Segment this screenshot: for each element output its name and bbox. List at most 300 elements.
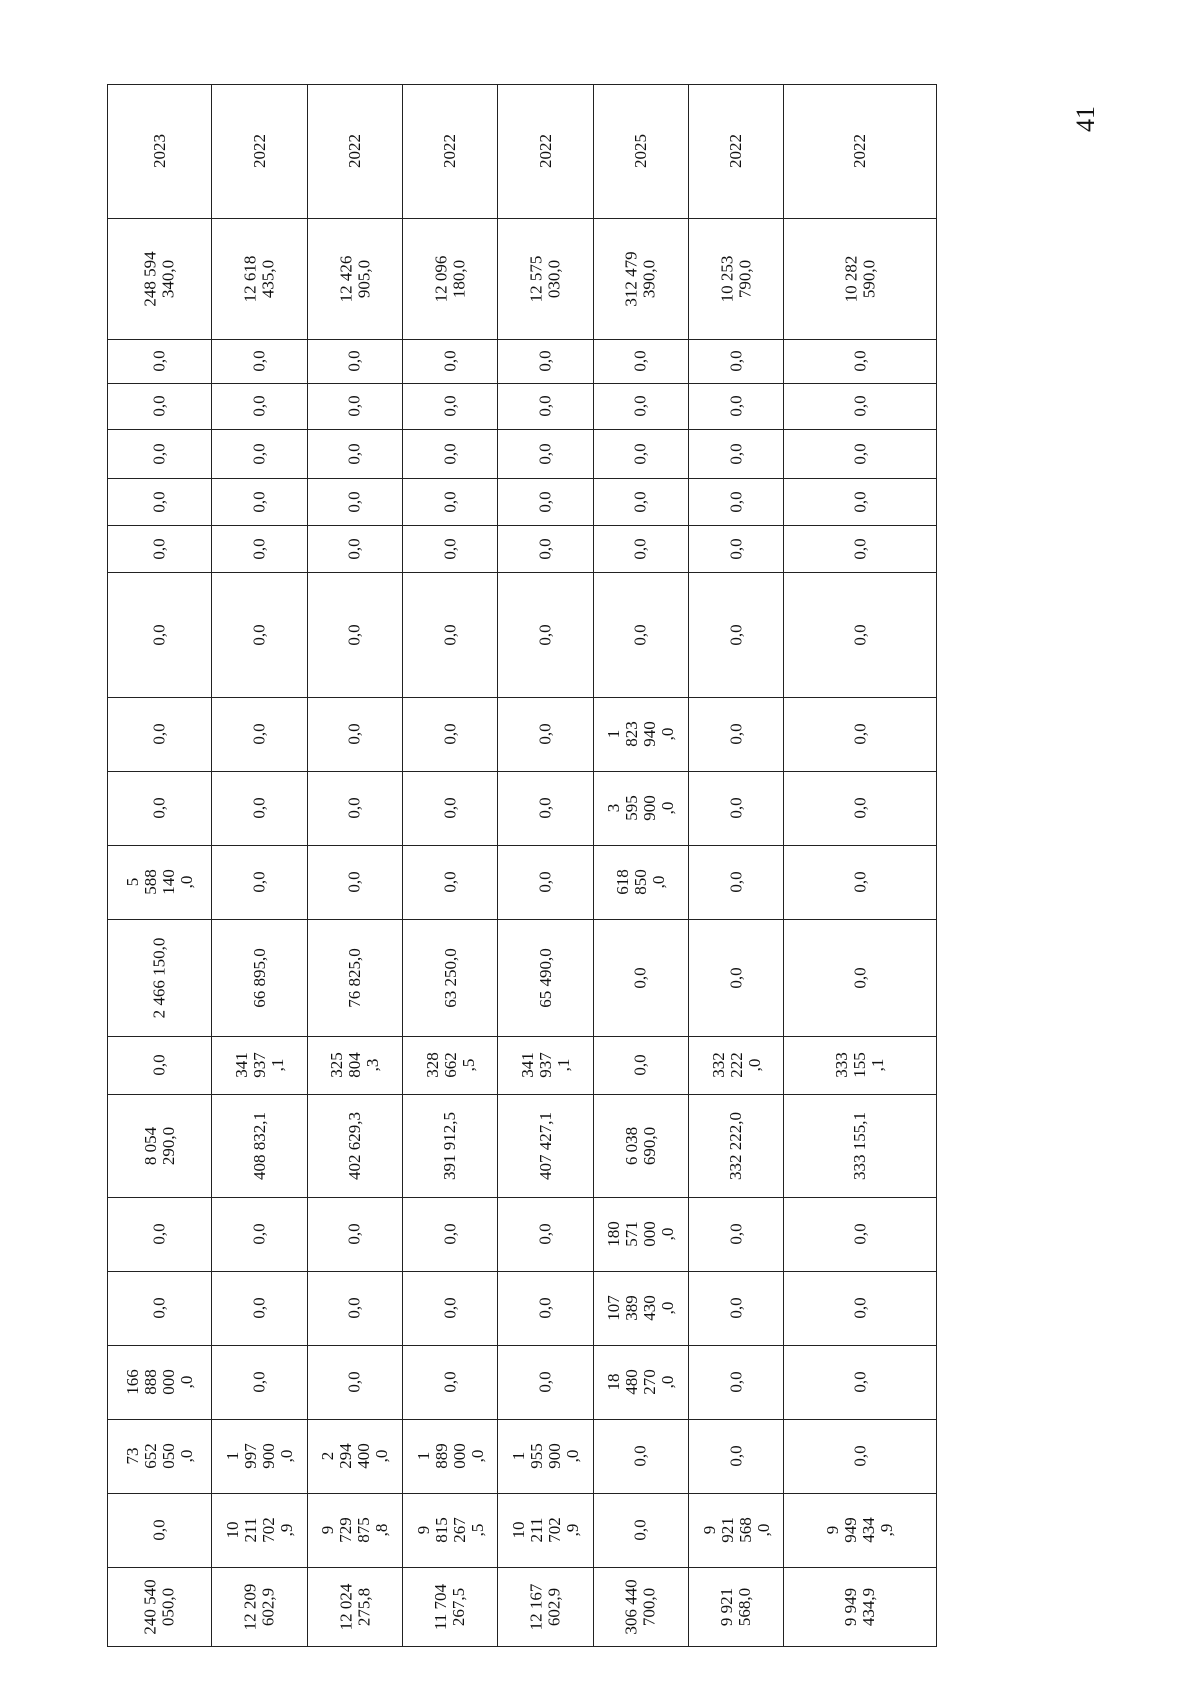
table-cell: [498, 772, 593, 846]
table-cell: [108, 526, 212, 573]
cell-value: 0,0: [726, 723, 746, 745]
table-cell: [403, 1494, 498, 1568]
cell-value: 0,0: [535, 1297, 555, 1319]
table-cell: [593, 1420, 688, 1494]
table-cell: [689, 1568, 784, 1647]
cell-value: 0,0: [535, 537, 555, 560]
table-cell: [108, 1095, 212, 1198]
cell-value: 0,0: [630, 490, 650, 513]
table-cell: [212, 384, 307, 430]
table-cell: [593, 772, 688, 846]
table-cell: [403, 384, 498, 430]
table-cell: [498, 526, 593, 573]
cell-value: 0,0: [535, 442, 555, 465]
cell-value: 0,0: [726, 442, 746, 465]
cell-value: 332 222,0: [726, 1111, 746, 1180]
table-cell: [689, 698, 784, 772]
cell-value: 0,0: [850, 350, 870, 372]
cell-value: 0,0: [726, 1371, 746, 1393]
cell-value: 2022: [535, 134, 555, 168]
cell-value: 312 479 390,0: [621, 250, 659, 307]
table-cell: [593, 846, 688, 920]
cell-value: 0,0: [344, 871, 364, 893]
cell-value: 0,0: [249, 623, 269, 646]
table-row: [108, 1568, 937, 1647]
cell-value: 3 595 900 ,0: [603, 795, 677, 821]
table-row: [108, 430, 937, 479]
cell-value: 0,0: [344, 797, 364, 819]
table-cell: [689, 1095, 784, 1198]
cell-value: 240 540 050,0: [140, 1578, 178, 1635]
cell-value: 10 211 702 ,9: [508, 1517, 582, 1543]
cell-value: 1 997 900 ,0: [222, 1443, 296, 1469]
cell-value: 10 211 702 ,9: [222, 1517, 296, 1543]
cell-value: 0,0: [630, 966, 650, 989]
table-cell: [593, 479, 688, 526]
table-cell: [108, 85, 212, 219]
cell-value: 0,0: [149, 1054, 169, 1076]
cell-value: 0,0: [440, 623, 460, 646]
table-cell: [784, 1420, 937, 1494]
table-cell: [108, 340, 212, 384]
table-cell: [784, 1346, 937, 1420]
table-cell: [307, 698, 402, 772]
table-cell: [784, 384, 937, 430]
table-cell: [403, 573, 498, 698]
table-cell: [593, 920, 688, 1037]
table-cell: [689, 430, 784, 479]
cell-value: 0,0: [726, 395, 746, 417]
cell-value: 0,0: [249, 1297, 269, 1319]
table-row: [108, 1095, 937, 1198]
cell-value: 0,0: [149, 1297, 169, 1319]
table-cell: [108, 384, 212, 430]
table-cell: [689, 920, 784, 1037]
cell-value: 0,0: [535, 723, 555, 745]
cell-value: 328 662 ,5: [422, 1052, 478, 1078]
cell-value: 2022: [440, 134, 460, 168]
table-row: [108, 698, 937, 772]
table-cell: [498, 1198, 593, 1272]
cell-value: 9 729 875 ,8: [317, 1517, 391, 1543]
table-cell: [403, 219, 498, 340]
table-row: [108, 920, 937, 1037]
cell-value: 0,0: [726, 1445, 746, 1467]
cell-value: 0,0: [149, 490, 169, 513]
cell-value: 0,0: [440, 1223, 460, 1245]
table-cell: [498, 920, 593, 1037]
table-cell: [108, 1037, 212, 1095]
cell-value: 0,0: [249, 395, 269, 417]
cell-value: 0,0: [726, 537, 746, 560]
table-cell: [593, 384, 688, 430]
table-cell: [403, 1420, 498, 1494]
table-cell: [307, 1494, 402, 1568]
cell-value: 0,0: [850, 1297, 870, 1319]
table-cell: [212, 85, 307, 219]
cell-value: 0,0: [726, 350, 746, 372]
cell-value: 0,0: [149, 1519, 169, 1541]
cell-value: 2022: [249, 134, 269, 168]
cell-value: 12 096 180,0: [431, 255, 469, 302]
table-row: [108, 85, 937, 219]
table-row: [108, 1272, 937, 1346]
table-cell: [593, 85, 688, 219]
table-cell: [108, 1568, 212, 1647]
cell-value: 0,0: [535, 871, 555, 893]
cell-value: 0,0: [535, 1223, 555, 1245]
cell-value: 0,0: [630, 1519, 650, 1541]
cell-value: 0,0: [440, 723, 460, 745]
table-cell: [593, 698, 688, 772]
cell-value: 6 038 690,0: [621, 1126, 659, 1165]
cell-value: 408 832,1: [249, 1111, 269, 1180]
table-cell: [498, 384, 593, 430]
cell-value: 2 294 400 ,0: [317, 1443, 391, 1469]
cell-value: 12 575 030,0: [526, 255, 564, 302]
table-cell: [498, 1420, 593, 1494]
cell-value: 402 629,3: [344, 1111, 364, 1180]
cell-value: 9 815 267 ,5: [413, 1517, 487, 1543]
cell-value: 248 594 340,0: [140, 250, 178, 307]
table-cell: [403, 1272, 498, 1346]
cell-value: 0,0: [149, 537, 169, 560]
cell-value: 0,0: [535, 1371, 555, 1393]
table-cell: [784, 1568, 937, 1647]
cell-value: 0,0: [344, 1297, 364, 1319]
cell-value: 0,0: [149, 797, 169, 819]
cell-value: 0,0: [249, 1223, 269, 1245]
cell-value: 0,0: [726, 871, 746, 893]
table-cell: [307, 526, 402, 573]
table-cell: [784, 1494, 937, 1568]
cell-value: 0,0: [440, 350, 460, 372]
table-cell: [498, 1272, 593, 1346]
cell-value: 0,0: [249, 350, 269, 372]
table-cell: [212, 430, 307, 479]
table-cell: [689, 573, 784, 698]
cell-value: 0,0: [726, 490, 746, 513]
table-cell: [498, 1494, 593, 1568]
table-cell: [593, 1198, 688, 1272]
table-cell: [212, 479, 307, 526]
table-cell: [784, 1095, 937, 1198]
table-cell: [689, 85, 784, 219]
table-cell: [784, 698, 937, 772]
table-cell: [784, 920, 937, 1037]
table-cell: [108, 772, 212, 846]
table-cell: [403, 1095, 498, 1198]
table-cell: [212, 698, 307, 772]
cell-value: 0,0: [440, 1371, 460, 1393]
table-cell: [403, 772, 498, 846]
cell-value: 66 895,0: [249, 947, 269, 1008]
table-cell: [689, 772, 784, 846]
table-cell: [307, 340, 402, 384]
table-row: [108, 573, 937, 698]
cell-value: 0,0: [850, 797, 870, 819]
cell-value: 0,0: [344, 537, 364, 560]
table-cell: [307, 1198, 402, 1272]
table-cell: [212, 1568, 307, 1647]
cell-value: 73 652 050 ,0: [122, 1443, 196, 1469]
table-cell: [593, 340, 688, 384]
cell-value: 2022: [726, 134, 746, 168]
cell-value: 407 427,1: [535, 1111, 555, 1180]
cell-value: 107 389 430 ,0: [603, 1295, 677, 1321]
cell-value: 0,0: [630, 395, 650, 417]
table-row: [108, 526, 937, 573]
table-cell: [498, 219, 593, 340]
table-cell: [593, 573, 688, 698]
table-cell: [212, 573, 307, 698]
cell-value: 0,0: [149, 395, 169, 417]
cell-value: 618 850 ,0: [612, 869, 668, 895]
cell-value: 12 024 275,8: [335, 1583, 373, 1630]
table-cell: [108, 1198, 212, 1272]
table-cell: [108, 1494, 212, 1568]
cell-value: 63 250,0: [440, 947, 460, 1008]
table-cell: [108, 1346, 212, 1420]
table-cell: [498, 1346, 593, 1420]
cell-value: 0,0: [850, 1223, 870, 1245]
cell-value: 11 704 267,5: [431, 1583, 469, 1630]
cell-value: 0,0: [850, 1445, 870, 1467]
table-cell: [689, 340, 784, 384]
table-cell: [403, 1568, 498, 1647]
table-cell: [108, 479, 212, 526]
table-cell: [307, 430, 402, 479]
table-row: [108, 1420, 937, 1494]
table-cell: [498, 1095, 593, 1198]
cell-value: 0,0: [726, 1297, 746, 1319]
cell-value: 0,0: [344, 490, 364, 513]
table-cell: [689, 846, 784, 920]
cell-value: 333 155,1: [850, 1111, 870, 1180]
table-cell: [593, 1346, 688, 1420]
table-cell: [403, 846, 498, 920]
cell-value: 0,0: [630, 1445, 650, 1467]
cell-value: 0,0: [249, 871, 269, 893]
cell-value: 76 825,0: [344, 947, 364, 1008]
table-cell: [108, 1420, 212, 1494]
table-cell: [689, 479, 784, 526]
table-cell: [498, 479, 593, 526]
cell-value: 341 937 ,1: [517, 1052, 573, 1078]
cell-value: 0,0: [249, 797, 269, 819]
table-cell: [689, 219, 784, 340]
cell-value: 9 949 434 ,9: [823, 1517, 897, 1543]
table-cell: [212, 1198, 307, 1272]
cell-value: 2022: [344, 134, 364, 168]
table-cell: [307, 846, 402, 920]
table-cell: [593, 1037, 688, 1095]
cell-value: 9 921 568 ,0: [699, 1517, 773, 1543]
cell-value: 0,0: [726, 797, 746, 819]
table-cell: [689, 1346, 784, 1420]
cell-value: 0,0: [850, 442, 870, 465]
cell-value: 0,0: [149, 1223, 169, 1245]
cell-value: 0,0: [850, 395, 870, 417]
cell-value: 0,0: [535, 797, 555, 819]
table-row: [108, 479, 937, 526]
table-cell: [212, 920, 307, 1037]
table-cell: [212, 1272, 307, 1346]
table-cell: [689, 384, 784, 430]
table-cell: [307, 920, 402, 1037]
table-cell: [403, 1037, 498, 1095]
cell-value: 0,0: [440, 537, 460, 560]
table-cell: [784, 479, 937, 526]
cell-value: 0,0: [535, 350, 555, 372]
table-cell: [498, 698, 593, 772]
cell-value: 0,0: [850, 623, 870, 646]
cell-value: 10 253 790,0: [717, 255, 755, 302]
cell-value: 0,0: [630, 623, 650, 646]
cell-value: 325 804 ,3: [326, 1052, 382, 1078]
table-row: [108, 340, 937, 384]
cell-value: 166 888 000 ,0: [122, 1369, 196, 1395]
table-cell: [403, 920, 498, 1037]
data-table: [107, 84, 937, 1647]
cell-value: 0,0: [850, 490, 870, 513]
table-cell: [307, 1346, 402, 1420]
table-cell: [108, 573, 212, 698]
table-row: [108, 1346, 937, 1420]
table-cell: [689, 1420, 784, 1494]
table-cell: [498, 340, 593, 384]
table-cell: [212, 1095, 307, 1198]
table-cell: [498, 1037, 593, 1095]
table-cell: [307, 479, 402, 526]
cell-value: 8 054 290,0: [140, 1126, 178, 1165]
cell-value: 9 949 434,9: [841, 1587, 879, 1626]
table-cell: [784, 772, 937, 846]
cell-value: 12 618 435,0: [240, 255, 278, 302]
cell-value: 0,0: [344, 623, 364, 646]
table-cell: [593, 526, 688, 573]
table-cell: [689, 1037, 784, 1095]
cell-value: 12 167 602,9: [526, 1583, 564, 1630]
cell-value: 0,0: [440, 797, 460, 819]
table-cell: [212, 1494, 307, 1568]
cell-value: 2025: [630, 134, 650, 168]
table-cell: [307, 573, 402, 698]
cell-value: 0,0: [249, 723, 269, 745]
table-cell: [498, 846, 593, 920]
cell-value: 0,0: [630, 537, 650, 560]
cell-value: 0,0: [535, 395, 555, 417]
cell-value: 12 209 602,9: [240, 1583, 278, 1630]
table-cell: [212, 1420, 307, 1494]
cell-value: 0,0: [630, 442, 650, 465]
table-cell: [108, 920, 212, 1037]
cell-value: 391 912,5: [440, 1111, 460, 1180]
table-cell: [784, 219, 937, 340]
table-cell: [593, 430, 688, 479]
table-cell: [403, 340, 498, 384]
table-cell: [593, 1272, 688, 1346]
table-row: [108, 1494, 937, 1568]
page-number: [1066, 94, 1106, 144]
cell-value: 0,0: [149, 723, 169, 745]
table-row: [108, 1198, 937, 1272]
cell-value: 0,0: [440, 871, 460, 893]
table-cell: [212, 846, 307, 920]
cell-value: 332 222 ,0: [708, 1052, 764, 1078]
table-cell: [108, 698, 212, 772]
table-cell: [108, 846, 212, 920]
table-cell: [212, 526, 307, 573]
cell-value: 0,0: [535, 490, 555, 513]
cell-value: 0,0: [440, 442, 460, 465]
table-cell: [212, 772, 307, 846]
table-cell: [403, 526, 498, 573]
table-cell: [212, 1037, 307, 1095]
cell-value: 1 955 900 ,0: [508, 1443, 582, 1469]
cell-value: 0,0: [630, 350, 650, 372]
cell-value: 5 588 140 ,0: [122, 869, 196, 895]
cell-value: 0,0: [344, 1371, 364, 1393]
cell-value: 0,0: [726, 623, 746, 646]
table-cell: [784, 526, 937, 573]
table-cell: [689, 1198, 784, 1272]
cell-value: 0,0: [850, 871, 870, 893]
cell-value: 0,0: [850, 723, 870, 745]
cell-value: 9 921 568,0: [717, 1587, 755, 1626]
table-cell: [498, 85, 593, 219]
cell-value: 0,0: [344, 1223, 364, 1245]
page-number-text: 41: [1071, 106, 1100, 132]
cell-value: 0,0: [149, 623, 169, 646]
table-cell: [403, 698, 498, 772]
cell-value: 333 155 ,1: [832, 1052, 888, 1078]
cell-value: 0,0: [630, 1054, 650, 1076]
cell-value: 0,0: [440, 490, 460, 513]
cell-value: 1 889 000 ,0: [413, 1443, 487, 1469]
cell-value: 0,0: [440, 395, 460, 417]
cell-value: 0,0: [344, 442, 364, 465]
cell-value: 0,0: [344, 723, 364, 745]
table-cell: [784, 1037, 937, 1095]
table-cell: [784, 573, 937, 698]
table-row: [108, 772, 937, 846]
table-cell: [784, 1272, 937, 1346]
table-cell: [307, 1095, 402, 1198]
cell-value: 12 426 905,0: [335, 255, 373, 302]
table-cell: [307, 1037, 402, 1095]
cell-value: 2 466 150,0: [149, 937, 169, 1018]
cell-value: 0,0: [249, 442, 269, 465]
table-cell: [784, 340, 937, 384]
cell-value: 0,0: [535, 623, 555, 646]
cell-value: 0,0: [249, 1371, 269, 1393]
table-cell: [498, 1568, 593, 1647]
table-cell: [403, 1198, 498, 1272]
table-cell: [403, 85, 498, 219]
cell-value: 10 282 590,0: [841, 255, 879, 302]
table-cell: [784, 85, 937, 219]
table-cell: [307, 1420, 402, 1494]
cell-value: 0,0: [850, 1371, 870, 1393]
table-cell: [784, 1198, 937, 1272]
table-cell: [403, 479, 498, 526]
table-cell: [498, 573, 593, 698]
cell-value: 0,0: [850, 537, 870, 560]
cell-value: 0,0: [249, 490, 269, 513]
table-cell: [593, 1568, 688, 1647]
cell-value: 0,0: [440, 1297, 460, 1319]
